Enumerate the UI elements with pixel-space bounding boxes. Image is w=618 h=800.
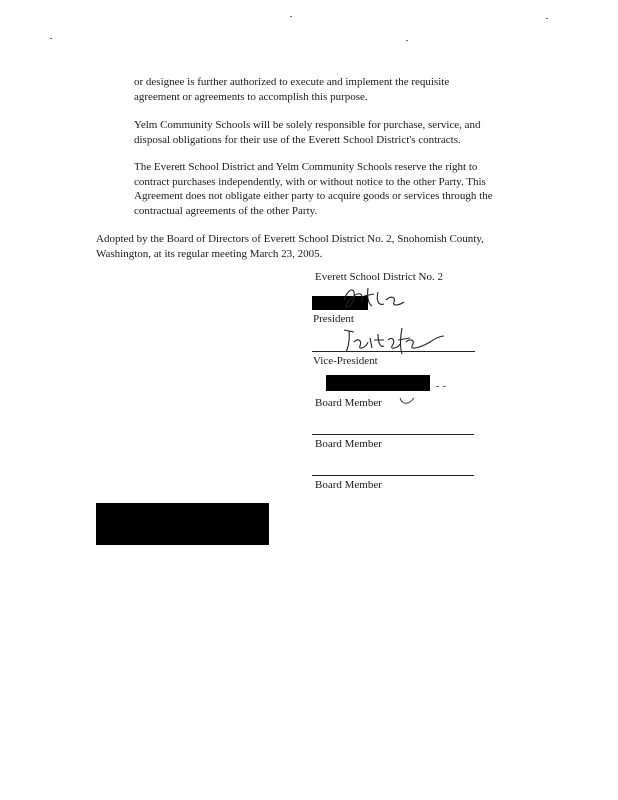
text-line: Washington, at its regular meeting March 23, 2005. [96,247,323,260]
text-line: agreement or agreements to accomplish this purpose. [134,90,368,103]
board-member-label: Board Member [315,479,382,491]
signature-line [312,434,474,435]
signature-line [312,351,475,352]
scan-speck [443,386,446,387]
scan-speck [546,18,548,19]
district-name: Everett School District No. 2 [315,271,444,283]
redaction-block [96,503,269,545]
text-line: The Everett School District and Yelm Community Schools reserve the right to [134,161,478,173]
paragraph-adoption [96,232,484,261]
signature-line [312,475,474,476]
vice-president-label: Vice-President [313,355,378,367]
scan-speck [290,16,292,17]
president-signature [334,282,424,316]
text-line: Adopted by the Board of Directors of Everett School District No. 2, Snohomish County, [96,233,484,245]
board-member-label: Board Member [315,397,382,409]
redaction-bar [326,375,430,391]
scan-speck [406,40,408,41]
board-member-label: Board Member [315,438,382,450]
board-member-signature-mark [398,396,418,408]
scan-speck [50,38,52,39]
text-line: Yelm Community Schools will be solely responsible for purchase, service, and [134,119,481,131]
paragraph-reserve-right [134,160,493,218]
scan-speck [436,386,439,387]
text-line: or designee is further authorized to execute and implement the requisite [134,76,450,88]
text-line: disposal obligations for their use of the Everett School District's contracts. [134,133,461,146]
paragraph-authorization [134,75,449,104]
paragraph-yelm-responsibility [134,118,481,147]
president-label: President [313,313,354,325]
text-line: contractual agreements of the other Party. [134,204,318,217]
text-line: Agreement does not obligate either party to acquire goods or services through the [134,190,493,202]
text-line: contract purchases independently, with or without notice to the other Party. This [134,175,486,188]
